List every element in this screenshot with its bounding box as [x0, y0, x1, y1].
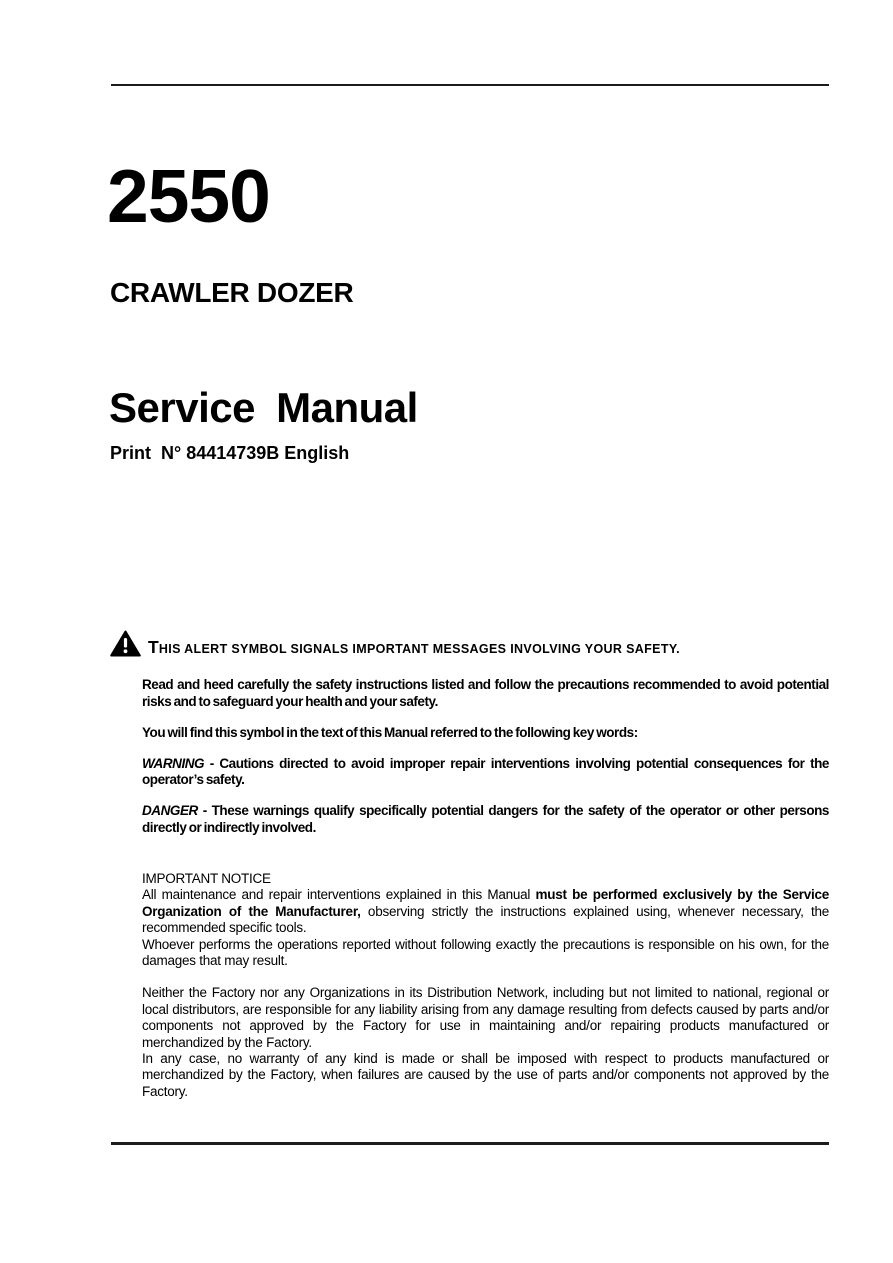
notice-maintenance-text-2: observing strictly the instructions explained using, whenever necessary, the recommended specific tools. — [142, 903, 829, 936]
model-number-heading: 2550 — [107, 154, 270, 238]
notice-maintenance-text-1: All maintenance and repair interventions explained in this Manual — [142, 887, 536, 903]
bottom-rule — [111, 1142, 829, 1145]
notice-liability-paragraph: Neither the Factory nor any Organizations in its Distribution Network, including but not limited to national, regional or local distributors, are responsible for any liability arising from any damage resulting from defects caused by parts and/or components not approved by the Factory for use in maintaining and/or repairing products manufactured or merchandized by the Factory. — [142, 985, 829, 1050]
warning-keyword: WARNING — [142, 755, 205, 771]
warning-triangle-icon — [110, 630, 141, 657]
read-and-heed-paragraph: Read and heed carefully the safety instructions listed and follow the precautions recommended to avoid potential risks and to safeguard your health and your safety. — [142, 677, 829, 709]
warning-definition-text: - Cautions directed to avoid improper repair interventions involving potential consequences for the operator’s safety. — [142, 755, 829, 787]
alert-statement-lead: T — [148, 636, 159, 657]
danger-definition-text: - These warnings qualify specifically potential dangers for the safety of the operator or other persons directly or indirectly involved. — [142, 803, 829, 835]
safety-alert-row — [110, 630, 832, 657]
alert-statement — [148, 636, 680, 658]
keywords-intro-paragraph: You will find this symbol in the text of this Manual referred to the following key words: — [142, 724, 638, 740]
danger-definition-paragraph — [142, 803, 829, 836]
warning-definition-paragraph — [142, 756, 829, 789]
document-title: Service Manual — [109, 384, 418, 431]
print-number-line: Print N° 84414739B English — [110, 443, 350, 463]
notice-warranty-paragraph: In any case, no warranty of any kind is made or shall be imposed with respect to products manufactured or merchandized by the Factory, when failures are caused by the use of parts and/or components not approved by the Factory. — [142, 1051, 829, 1099]
danger-keyword: DANGER — [142, 803, 198, 818]
top-rule — [111, 84, 829, 86]
notice-maintenance-bold: must be performed exclusively by the Service Organization of the Manufacturer, — [142, 887, 829, 919]
notice-maintenance-paragraph — [142, 887, 829, 936]
important-notice-section — [142, 871, 829, 1100]
machine-type-heading: CRAWLER DOZER — [110, 277, 354, 308]
important-notice-heading: IMPORTANT NOTICE — [142, 871, 271, 886]
notice-responsibility-paragraph: Whoever performs the operations reported without following exactly the precautions is responsible on his own, for the damages that may result. — [142, 936, 829, 969]
safety-instructions-section — [142, 677, 829, 851]
alert-statement-rest: HIS ALERT SYMBOL SIGNALS IMPORTANT MESSAGES INVOLVING YOUR SAFETY. — [158, 641, 680, 656]
